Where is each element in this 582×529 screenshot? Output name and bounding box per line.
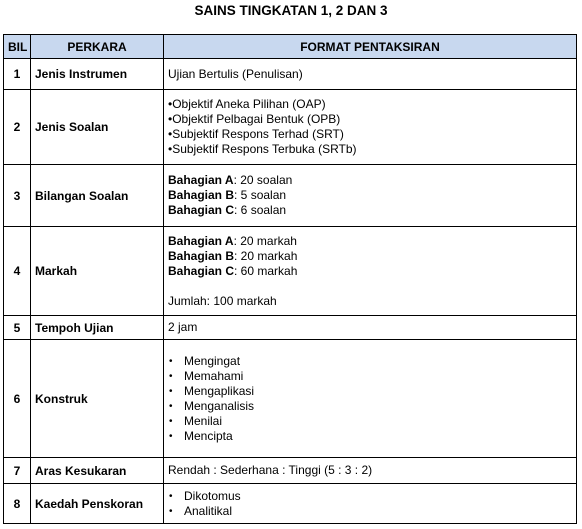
row-format	[164, 340, 577, 458]
row-number: 3	[4, 165, 31, 227]
row-number: 8	[4, 484, 31, 524]
list-item: Bahagian B: 20 markah	[168, 248, 298, 263]
row-format: 2 jam	[164, 316, 577, 340]
list-item: Bahagian B: 5 soalan	[168, 188, 287, 202]
list-item: Bahagian A: 20 soalan	[168, 173, 293, 187]
list-item: • Mengaplikasi	[168, 384, 572, 399]
row-format	[164, 484, 577, 524]
row-number: 7	[4, 458, 31, 484]
row-perkara: Aras Kesukaran	[31, 458, 164, 484]
list-item: • Dikotomus	[168, 489, 572, 504]
list-item: • Analitikal	[168, 504, 572, 519]
page-title: SAINS TINGKATAN 1, 2 DAN 3	[194, 3, 388, 18]
list-item: • Objektif Pelbagai Bentuk (OPB)	[168, 112, 572, 127]
list-item: • Objektif Aneka Pilihan (OAP)	[168, 97, 572, 112]
row-perkara: Markah	[31, 227, 164, 316]
list-item: • Subjektif Respons Terbuka (SRTb)	[168, 142, 572, 157]
scoring-list	[168, 489, 572, 519]
row-perkara: Konstruk	[31, 340, 164, 458]
list-item: Bahagian C: 60 markah	[168, 263, 298, 278]
table-row	[4, 165, 577, 227]
row-format: Rendah : Sederhana : Tinggi (5 : 3 : 2)	[164, 458, 577, 484]
row-format	[164, 90, 577, 165]
row-perkara: Jenis Instrumen	[31, 59, 164, 90]
total-marks: Jumlah: 100 markah	[168, 293, 277, 308]
row-perkara: Tempoh Ujian	[31, 316, 164, 340]
table-row	[4, 90, 577, 165]
list-item: • Subjektif Respons Terhad (SRT)	[168, 127, 572, 142]
list-item: • Mencipta	[168, 429, 572, 444]
list-item: • Mengingat	[168, 354, 572, 369]
row-format	[164, 227, 577, 316]
row-perkara: Bilangan Soalan	[31, 165, 164, 227]
table-row	[4, 316, 577, 340]
list-item: • Menilai	[168, 414, 572, 429]
question-type-list	[168, 97, 572, 157]
list-item: • Menganalisis	[168, 399, 572, 414]
table-row	[4, 227, 577, 316]
row-format	[164, 165, 577, 227]
header-perkara: PERKARA	[31, 35, 164, 59]
table-row	[4, 484, 577, 524]
header-bil: BIL	[4, 35, 31, 59]
row-format: Ujian Bertulis (Penulisan)	[164, 59, 577, 90]
table-header-row	[4, 35, 577, 59]
row-number: 1	[4, 59, 31, 90]
row-number: 4	[4, 227, 31, 316]
row-number: 2	[4, 90, 31, 165]
table-row	[4, 59, 577, 90]
table-row	[4, 340, 577, 458]
row-number: 6	[4, 340, 31, 458]
list-item: • Memahami	[168, 369, 572, 384]
list-item: Bahagian C: 6 soalan	[168, 203, 287, 217]
table-row	[4, 458, 577, 484]
header-format: FORMAT PENTAKSIRAN	[164, 35, 577, 59]
row-number: 5	[4, 316, 31, 340]
assessment-table	[3, 34, 577, 524]
row-perkara: Jenis Soalan	[31, 90, 164, 165]
list-item: Bahagian A: 20 markah	[168, 233, 297, 248]
row-perkara: Kaedah Penskoran	[31, 484, 164, 524]
construct-list	[168, 354, 572, 444]
